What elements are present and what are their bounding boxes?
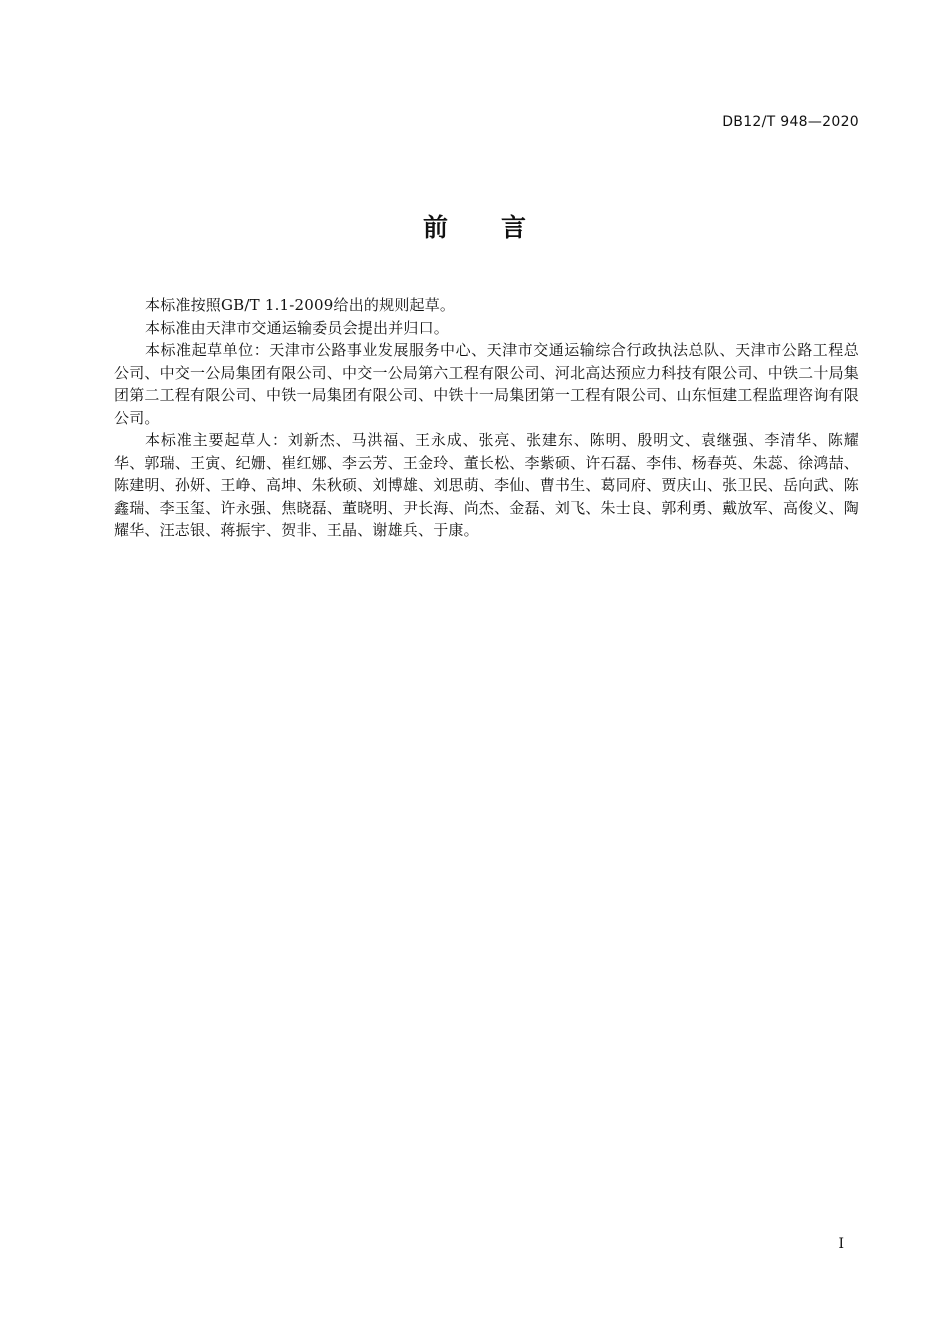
paragraph-drafting-units: 本标准起草单位：天津市公路事业发展服务中心、天津市交通运输综合行政执法总队、天津市公路工程总公司、中交一公局集团有限公司、中交一公局第六工程有限公司、河北高达预应力科技有限公司、中铁二十局集团第二工程有限公司、中铁一局集团有限公司、中铁十一局集团第一工程有限公司、山东恒建工程监理咨询有限公司。 — [114, 341, 859, 427]
document-code: DB12/T 948—2020 — [722, 114, 859, 130]
page-number: I — [838, 1236, 844, 1252]
page-title — [0, 208, 950, 244]
title-char-1: 前 — [422, 213, 449, 242]
preface-body — [114, 294, 859, 542]
paragraph-proposer: 本标准由天津市交通运输委员会提出并归口。 — [145, 318, 450, 337]
title-char-2: 言 — [501, 213, 528, 242]
paragraph-drafting-rules: 本标准按照GB/T 1.1-2009给出的规则起草。 — [145, 296, 456, 314]
paragraph-main-drafters: 本标准主要起草人：刘新杰、马洪福、王永成、张亮、张建东、陈明、殷明文、袁继强、李清华、陈耀华、郭瑞、王寅、纪姗、崔红娜、李云芳、王金玲、董长松、李紫硕、许石磊、李伟、杨春英、朱蕊、徐鸿喆、陈建明、孙妍、王峥、高坤、朱秋硕、刘博雄、刘思萌、李仙、曹书生、葛同府、贾庆山、张卫民、岳向武、陈鑫瑞、李玉玺、许永强、焦晓磊、董晓明、尹长海、尚杰、金磊、刘飞、朱士良、郭利勇、戴放军、高俊义、陶耀华、汪志银、蒋振宇、贺非、王晶、谢雄兵、于康。 — [114, 431, 859, 539]
